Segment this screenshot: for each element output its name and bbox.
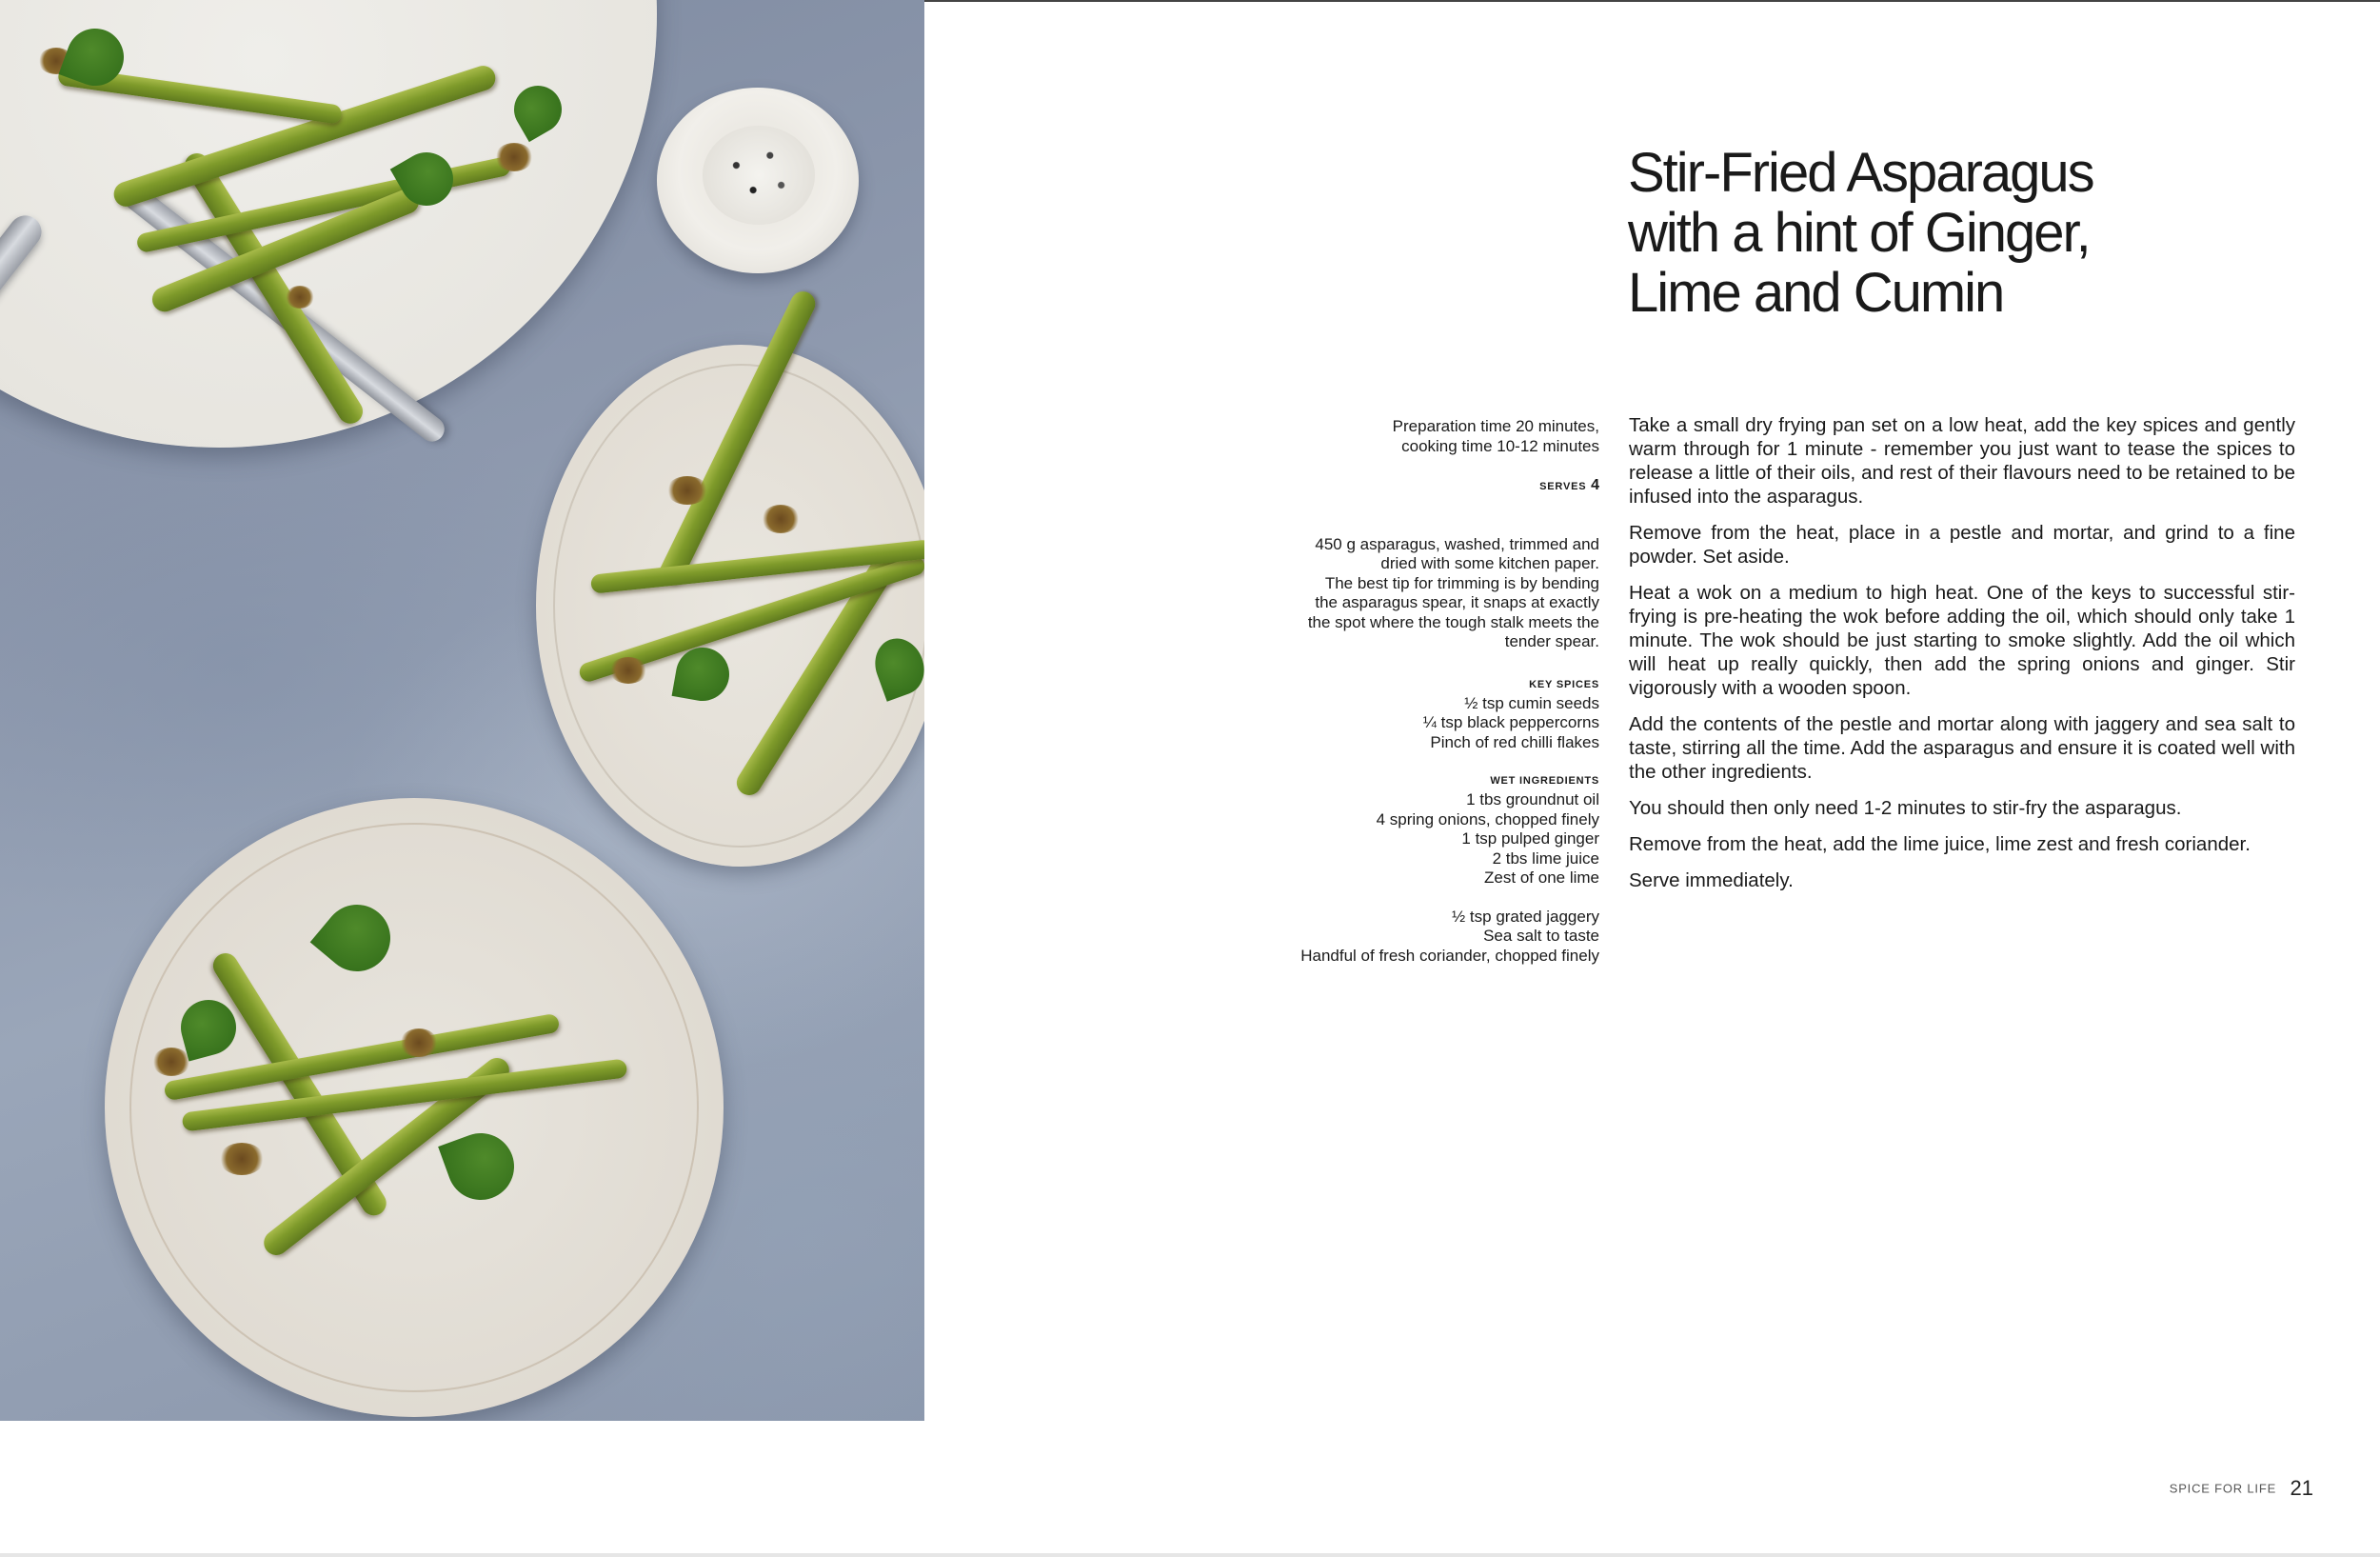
book-title: SPICE FOR LIFE — [2169, 1481, 2277, 1496]
ingredient-line: 2 tbs lime juice — [1492, 848, 1599, 868]
spice-crumb — [286, 286, 314, 309]
salt-pepper-bowl — [657, 88, 859, 273]
page-footer — [2170, 1476, 2313, 1501]
serves — [1238, 475, 1599, 497]
method-step: Remove from the heat, place in a pestle and mortar, and grind to a fine powder. Set aside. — [1629, 522, 2295, 568]
serves-value: 4 — [1591, 477, 1599, 493]
ingredient-line: the asparagus spear, it snaps at exactly — [1315, 593, 1599, 611]
method-step: Take a small dry frying pan set on a low heat, add the key spices and gently warm through for 1 minute - remember you just want to tease the spices to release a little of their oils, and rest of their flavours need to be retained to be infused into the asparagus. — [1629, 414, 2295, 508]
food-photo — [0, 0, 924, 1421]
ingredient-line: ½ tsp grated jaggery — [1452, 907, 1599, 926]
recipe-title-line: Stir-Fried Asparagus — [1628, 142, 2093, 204]
asparagus-note — [1238, 535, 1599, 652]
ingredient-line: tender spear. — [1504, 632, 1599, 650]
ingredient-line: ¼ tsp black peppercorns — [1422, 713, 1599, 731]
ingredient-line: Zest of one lime — [1484, 868, 1599, 887]
serves-label: SERVES — [1539, 481, 1587, 492]
ingredient-line: 4 spring onions, chopped finely — [1376, 809, 1599, 828]
ingredients-column — [1238, 417, 1599, 985]
ingredient-line: Handful of fresh coriander, chopped finely — [1300, 946, 1599, 965]
recipe-title-line: Lime and Cumin — [1628, 262, 2004, 324]
spice-crumb — [219, 1143, 265, 1175]
method-step: Remove from the heat, add the lime juice, lime zest and fresh coriander. — [1629, 833, 2251, 855]
prep-time-line: cooking time 10-12 minutes — [1401, 436, 1599, 455]
ingredient-line: ½ tsp cumin seeds — [1464, 693, 1599, 712]
ingredient-line: dried with some kitchen paper. — [1380, 554, 1599, 572]
spice-crumb — [495, 143, 533, 171]
method-step: You should then only need 1-2 minutes to stir-fry the asparagus. — [1629, 797, 2182, 819]
ingredient-line: 1 tbs groundnut oil — [1466, 790, 1599, 808]
bottom-rule — [0, 1553, 2380, 1557]
bottom-plate — [105, 798, 724, 1417]
key-spices-heading: KEY SPICES — [1529, 678, 1599, 690]
spice-crumb — [400, 1028, 438, 1057]
recipe-title-line: with a hint of Ginger, — [1628, 202, 2090, 264]
prep-time-line: Preparation time 20 minutes, — [1392, 417, 1599, 435]
spice-crumb — [609, 657, 647, 684]
extra-ingredients — [1238, 908, 1599, 967]
ingredient-line: Sea salt to taste — [1483, 927, 1599, 945]
method-step: Serve immediately. — [1629, 869, 1794, 891]
key-spices — [1238, 675, 1599, 753]
ingredient-line: the spot where the tough stalk meets the — [1307, 612, 1599, 631]
method-step: Heat a wok on a medium to high heat. One of the keys to successful stir-frying is pre-heating the wok before adding the oil, which should only take 1 minute. The wok should be just starting to smoke slightly. Add the oil which will heat up really quickly, then add the spring onions and ginger. Stir vigorously with a wooden spoon. — [1629, 582, 2295, 699]
recipe-title — [1628, 143, 2294, 323]
prep-time — [1238, 417, 1599, 456]
ingredient-line: Pinch of red chilli flakes — [1430, 732, 1599, 751]
spice-crumb — [762, 505, 800, 533]
method-column — [1629, 413, 2295, 905]
page-number: 21 — [2290, 1476, 2313, 1500]
spice-crumb — [666, 476, 708, 505]
method-step: Add the contents of the pestle and mortar along with jaggery and sea salt to taste, stirring all the time. Add the asparagus and ensure it is coated well with the other ingredients. — [1629, 713, 2295, 783]
ingredient-line: 450 g asparagus, washed, trimmed and — [1315, 534, 1599, 553]
ingredient-line: The best tip for trimming is by bending — [1324, 573, 1599, 592]
spice-crumb — [152, 1048, 190, 1076]
ingredient-line: 1 tsp pulped ginger — [1461, 829, 1599, 848]
wet-ingredients — [1238, 771, 1599, 888]
wet-ingredients-heading: WET INGREDIENTS — [1490, 775, 1599, 787]
